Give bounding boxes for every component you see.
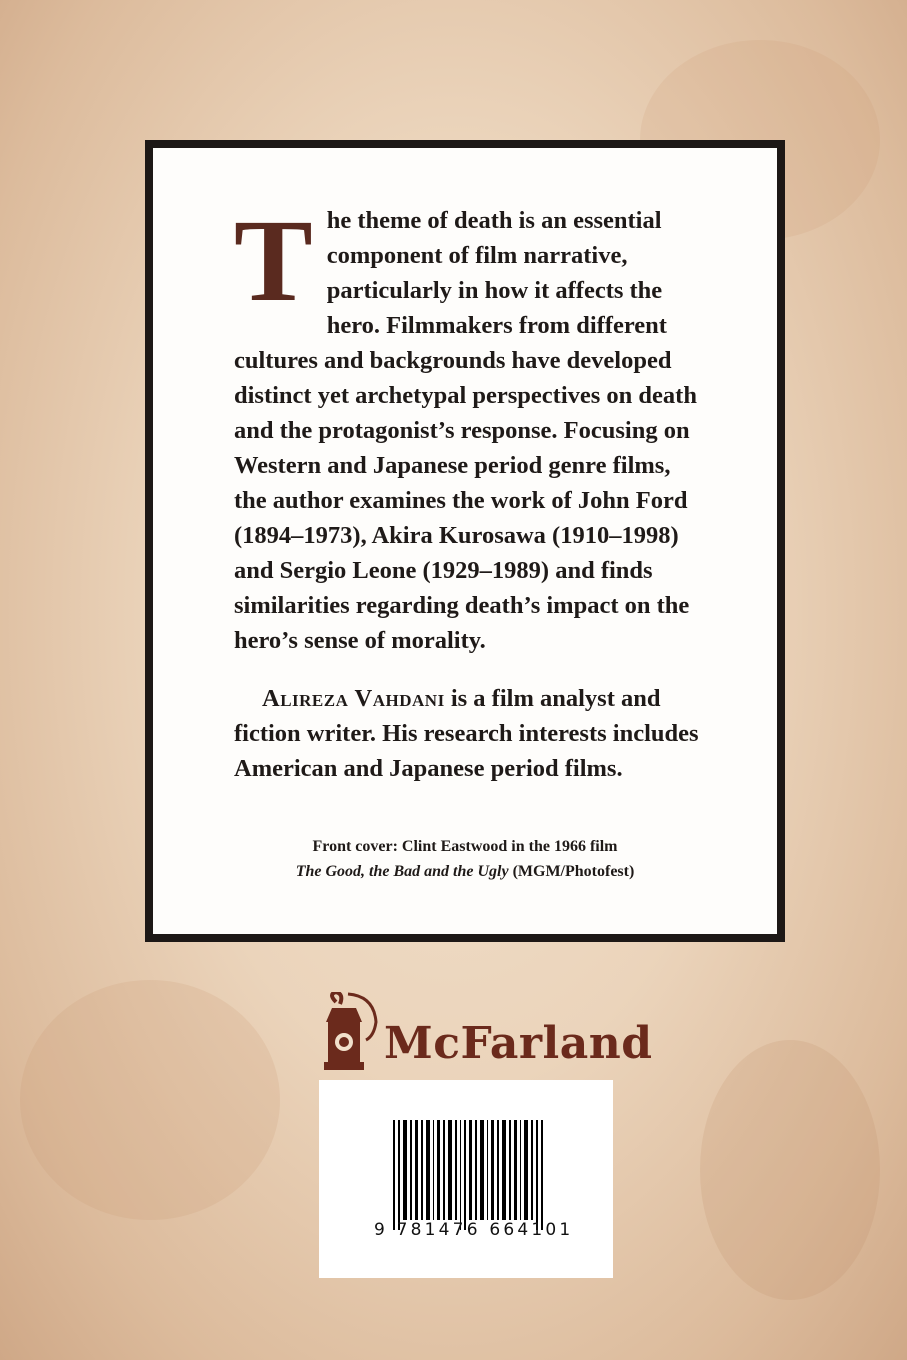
- isbn-number: 9 781476 664101: [374, 1220, 574, 1240]
- text-panel: [153, 148, 777, 934]
- blurb-text: he theme of death is an essential component of film narrative, particularly in how it affects the hero. Filmmakers from different cultures and backgrounds have developed distinct yet archetypal perspectives on death and the protagonist’s response. Focusing on Western and Japanese period genre films, the author examines the work of John Ford (1894–1973), Akira Kurosawa (1910–1998) and Sergio Leone (1929–1989) and finds similarities regarding death’s impact on the hero’s sense of morality.: [234, 207, 697, 654]
- barcode: [319, 1080, 613, 1278]
- cover-credit: [153, 834, 777, 884]
- credit-line: Front cover: Clint Eastwood in the 1966 film: [312, 838, 618, 855]
- lantern-icon: [322, 992, 382, 1074]
- drop-cap: T: [234, 195, 313, 326]
- book-blurb: [234, 195, 704, 658]
- text-frame: [145, 140, 785, 942]
- author-bio-text: is a film analyst and fiction writer. His research interests includes American and Japanese period films.: [234, 685, 699, 782]
- credit-source: (MGM/Photofest): [508, 863, 635, 880]
- paper-stain: [700, 1040, 880, 1300]
- publisher-name: McFarland: [384, 1018, 653, 1069]
- barcode-bars: [319, 1080, 613, 1278]
- publisher-logo: [322, 992, 653, 1074]
- paper-stain: [20, 980, 280, 1220]
- author-bio: [234, 681, 704, 786]
- credit-film-line: [153, 859, 777, 884]
- film-title: The Good, the Bad and the Ugly: [295, 863, 509, 880]
- author-name: Alireza Vahdani: [262, 685, 445, 712]
